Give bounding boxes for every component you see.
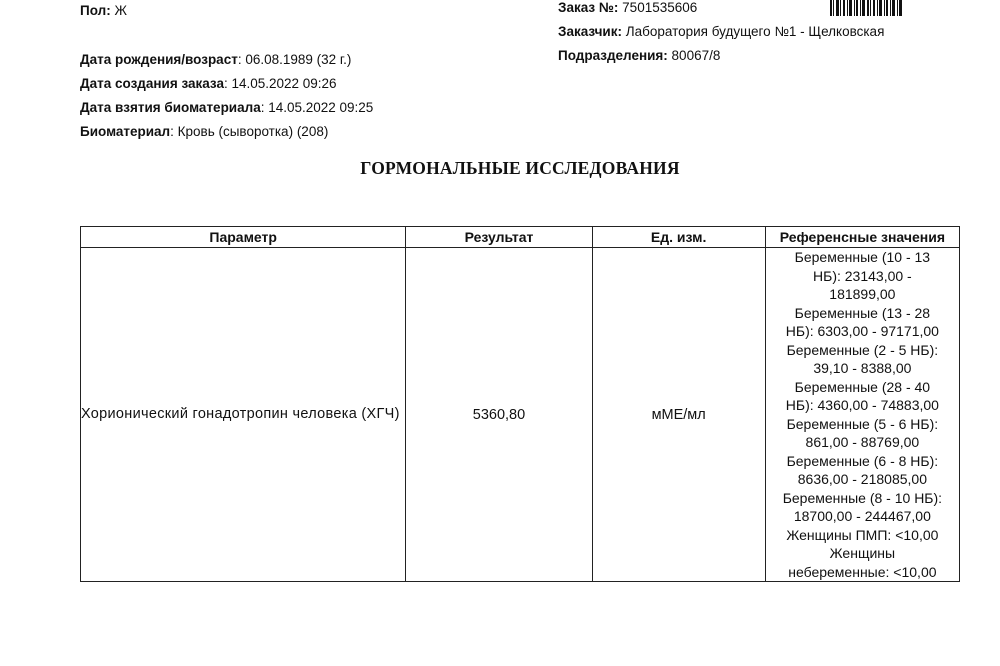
dob-line (80, 52, 351, 67)
customer-value: Лаборатория будущего №1 - Щелковская (625, 24, 885, 39)
table-header-row (81, 227, 960, 248)
results-table (80, 226, 960, 582)
header-result: Результат (406, 227, 592, 248)
reference-line: Беременные (5 - 6 НБ): (786, 415, 939, 432)
header-unit: Ед. изм. (592, 227, 765, 248)
reference-line: НБ): 4360,00 - 74883,00 (785, 397, 939, 413)
cell-result: 5360,80 (406, 248, 592, 582)
division-label: Подразделения: (558, 48, 668, 63)
table-row (81, 248, 960, 582)
order-number-label: Заказ №: (558, 0, 619, 15)
order-created-value: : 14.05.2022 09:26 (223, 76, 337, 91)
reference-line: 18700,00 - 244467,00 (793, 508, 931, 524)
header-parameter: Параметр (81, 227, 406, 248)
reference-line: 39,10 - 8388,00 (813, 360, 912, 376)
dob-value: : 06.08.1989 (32 г.) (237, 52, 352, 67)
biomaterial-line (80, 124, 328, 139)
biomaterial-value: : Кровь (сыворотка) (208) (170, 124, 329, 139)
sample-taken-label: Дата взятия биоматериала (80, 100, 261, 115)
sample-taken-value: : 14.05.2022 09:25 (260, 100, 374, 115)
section-title: ГОРМОНАЛЬНЫЕ ИССЛЕДОВАНИЯ (360, 158, 680, 178)
sex-value: Ж (114, 3, 127, 18)
division-line (558, 48, 720, 63)
order-number-line (558, 0, 697, 15)
cell-parameter: Хорионический гонадотропин человека (ХГЧ) (81, 248, 406, 582)
sex-label: Пол: (80, 3, 111, 18)
reference-line: НБ): 6303,00 - 97171,00 (785, 323, 939, 339)
division-value: 80067/8 (671, 48, 721, 63)
barcode-icon (830, 0, 902, 16)
reference-line: НБ): 23143,00 - (813, 267, 912, 284)
reference-line: Женщины ПМП: <10,00 (786, 526, 939, 543)
reference-line: Беременные (2 - 5 НБ): (786, 341, 939, 358)
reference-line: Женщины (829, 545, 896, 561)
customer-line (558, 24, 884, 39)
reference-line: 181899,00 (829, 286, 896, 302)
dob-label: Дата рождения/возраст (80, 52, 238, 67)
header-reference: Референсные значения (765, 227, 959, 248)
reference-line: Беременные (6 - 8 НБ): (786, 452, 939, 469)
order-number-value: 7501535606 (622, 0, 698, 15)
cell-reference (765, 248, 959, 582)
order-created-line (80, 76, 337, 91)
cell-unit: мМЕ/мл (592, 248, 765, 582)
reference-line: небеременные: <10,00 (788, 563, 937, 580)
reference-line: 861,00 - 88769,00 (805, 434, 920, 450)
sex-line (80, 3, 127, 18)
reference-line: Беременные (13 - 28 (794, 304, 931, 321)
customer-label: Заказчик: (558, 24, 622, 39)
biomaterial-label: Биоматериал (80, 124, 171, 139)
order-created-label: Дата создания заказа (80, 76, 224, 91)
reference-line: 8636,00 - 218085,00 (797, 471, 927, 487)
reference-line: Беременные (28 - 40 (794, 378, 931, 395)
reference-line: Беременные (8 - 10 НБ): (782, 489, 943, 506)
reference-line: Беременные (10 - 13 (794, 249, 931, 265)
sample-taken-line (80, 100, 373, 115)
